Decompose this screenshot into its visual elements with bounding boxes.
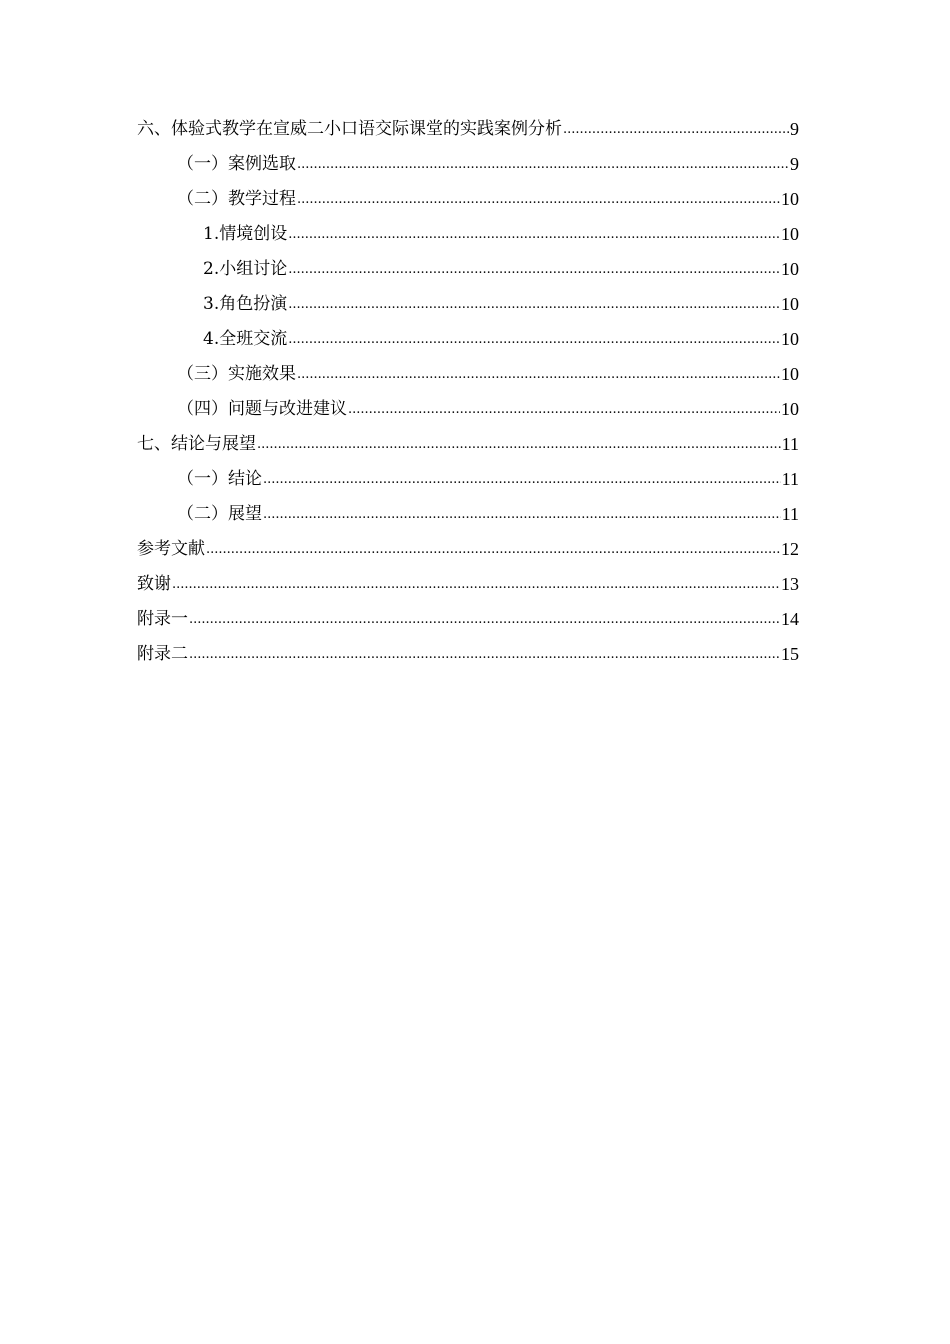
toc-entry[interactable] [137,180,799,215]
toc-entry[interactable] [137,460,799,495]
toc-entry-page: 10 [781,224,799,244]
toc-entry-title: （二）教学过程 [177,189,296,209]
toc-entry[interactable] [137,110,799,145]
toc-entry-page: 9 [790,154,799,174]
toc-entry-title: 参考文献 [137,539,205,559]
toc-dot-leader [288,226,780,244]
toc-entry-page: 13 [781,574,799,594]
toc-dot-leader [348,401,780,419]
toc-entry-title: （三）实施效果 [177,364,296,384]
toc-entry[interactable] [137,600,799,635]
toc-entry[interactable] [137,425,799,460]
toc-entry-title: 3.角色扮演 [203,294,288,314]
toc-dot-leader [206,541,780,559]
toc-entry[interactable] [137,355,799,390]
toc-entry[interactable] [137,565,799,600]
toc-entry-title: 致谢 [137,574,171,594]
toc-dot-leader [288,261,780,279]
toc-entry-title: （一）案例选取 [177,154,296,174]
toc-entry[interactable] [137,530,799,565]
toc-entry[interactable] [137,635,799,670]
toc-entry-page: 14 [781,609,799,629]
toc-dot-leader [297,156,789,174]
toc-entry-title: 4.全班交流 [203,329,288,349]
toc-entry[interactable] [137,250,799,285]
toc-entry-page: 10 [781,259,799,279]
toc-entry-page: 10 [781,364,799,384]
toc-entry-title: 七、结论与展望 [137,434,256,454]
toc-entry-page: 11 [781,469,799,489]
toc-dot-leader [297,191,780,209]
toc-entry-title: 1.情境创设 [203,224,288,244]
toc-entry-page: 11 [781,504,799,524]
toc-entry[interactable] [137,390,799,425]
toc-dot-leader [563,121,789,139]
toc-entry-title: （一）结论 [177,469,262,489]
toc-dot-leader [263,506,781,524]
toc-entry-page: 12 [781,539,799,559]
toc-entry[interactable] [137,285,799,320]
toc-entry-title: 附录一 [137,609,188,629]
toc-dot-leader [288,296,780,314]
toc-entry-page: 10 [781,329,799,349]
toc-dot-leader [297,366,780,384]
toc-entry-page: 11 [781,434,799,454]
toc-entry-title: 2.小组讨论 [203,259,288,279]
toc-entry-title: （二）展望 [177,504,262,524]
toc-dot-leader [288,331,780,349]
toc-dot-leader [189,646,780,664]
toc-entry-title: 附录二 [137,644,188,664]
toc-entry[interactable] [137,215,799,250]
toc-entry[interactable] [137,145,799,180]
toc-entry-page: 10 [781,189,799,209]
toc-dot-leader [172,576,780,594]
toc-entry-page: 10 [781,294,799,314]
toc-dot-leader [257,436,781,454]
toc-entry-page: 10 [781,399,799,419]
toc-entry[interactable] [137,320,799,355]
table-of-contents [137,110,799,670]
toc-entry-title: 六、体验式教学在宣威二小口语交际课堂的实践案例分析 [137,119,562,139]
toc-dot-leader [189,611,780,629]
toc-entry-page: 15 [781,644,799,664]
toc-entry-page: 9 [790,119,799,139]
toc-entry[interactable] [137,495,799,530]
toc-dot-leader [263,471,781,489]
toc-entry-title: （四）问题与改进建议 [177,399,347,419]
